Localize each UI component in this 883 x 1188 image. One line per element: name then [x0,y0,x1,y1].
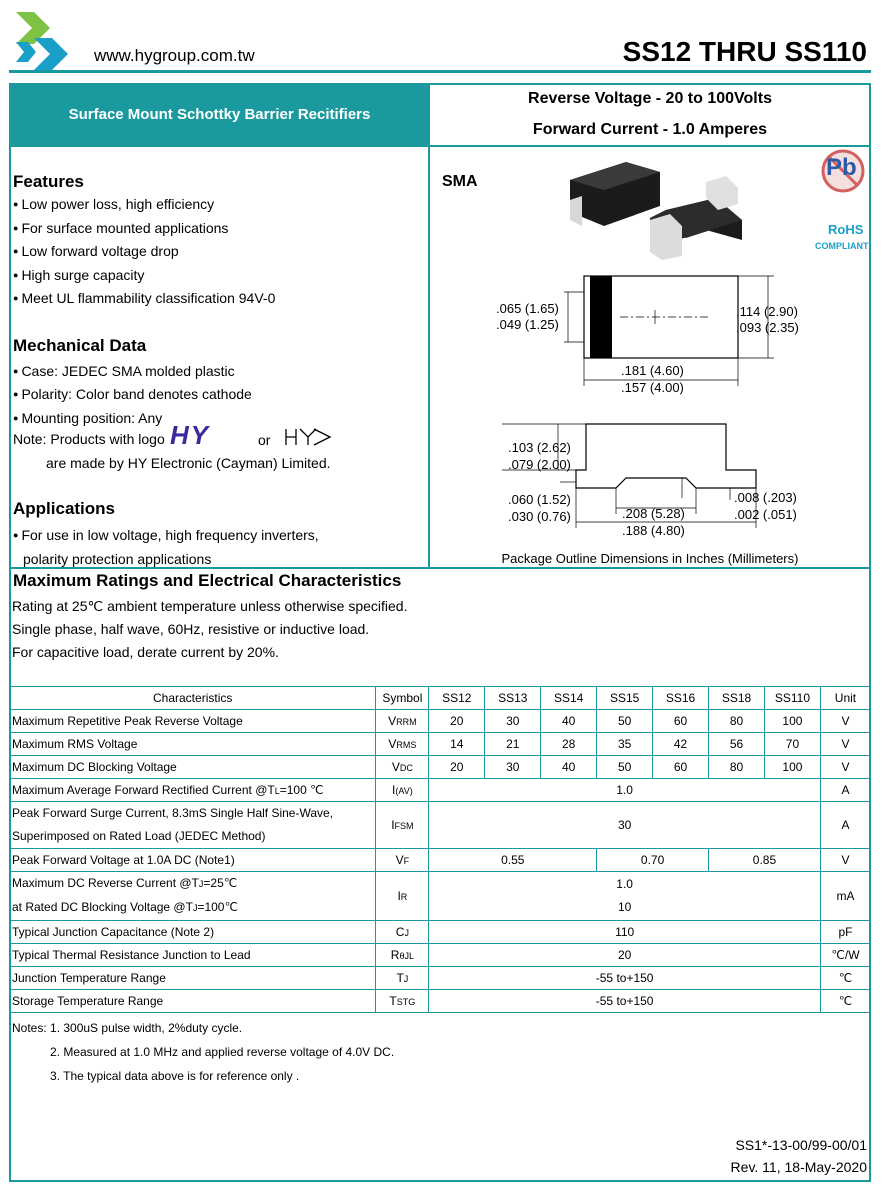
cell: 20 [429,756,485,779]
doc-code: SS1*-13-00/99-00/01 [735,1137,867,1153]
table-row [10,733,871,756]
table-row [10,944,871,967]
application-item-cont: polarity protection applications [23,551,212,567]
symbol: IFSM [376,802,429,849]
dim-label: .188 (4.80) [622,523,685,538]
characteristics-table [9,686,871,1013]
revision: Rev. 11, 18-May-2020 [730,1159,867,1175]
cell: 30 [485,710,541,733]
website-url[interactable]: www.hygroup.com.tw [94,46,255,65]
cell: 100 [764,710,820,733]
cell: 50 [597,756,653,779]
mechanical-item: ● Polarity: Color band denotes cathode [13,386,252,402]
col-header: SS16 [653,687,709,710]
col-header: SS15 [597,687,653,710]
note-line: 2. Measured at 1.0 MHz and applied reverse voltage of 4.0V DC. [50,1045,395,1059]
unit: A [820,802,870,849]
feature-item: ● High surge capacity [13,267,144,283]
cell: 28 [541,733,597,756]
package-label: SMA [442,173,478,190]
cell: 14 [429,733,485,756]
rohs-label: RoHS [828,222,864,237]
col-header: SS13 [485,687,541,710]
dim-label: .030 (0.76) [508,509,571,524]
dim-label: .079 (2.00) [508,457,571,472]
unit: V [820,756,870,779]
note-prefix: Note: Products with logo [13,431,165,447]
symbol: TJ [376,967,429,990]
feature-item: ● Low forward voltage drop [13,243,179,259]
col-header: Symbol [376,687,429,710]
header-rule [9,70,871,73]
col-header: SS14 [541,687,597,710]
cell: 50 [597,710,653,733]
dim-label: .065 (1.65) [496,301,559,316]
table-row [10,710,871,733]
cell: 40 [541,710,597,733]
symbol: TSTG [376,990,429,1013]
banner-divider [428,85,430,567]
col-header: SS18 [709,687,765,710]
rohs-compliant: COMPLIANT [815,241,869,251]
cell: 80 [709,756,765,779]
cell: 60 [653,756,709,779]
char-name: Maximum Average Forward Rectified Current @TL=100 ℃ [10,779,376,802]
unit: ℃ [820,967,870,990]
note-suffix: are made by HY Electronic (Cayman) Limited. [46,455,331,471]
product-name: Surface Mount Schottky Barrier Recitifiers [68,106,371,123]
cell: 35 [597,733,653,756]
application-item: ● For use in low voltage, high frequency inverters, [13,527,319,543]
table-row [10,849,871,872]
unit: pF [820,921,870,944]
banner-bottom-rule [9,145,871,147]
col-header: Characteristics [10,687,376,710]
char-name: Typical Junction Capacitance (Note 2) [10,921,376,944]
cell: 40 [541,756,597,779]
dim-label: .208 (5.28) [622,506,685,521]
note-line: Notes: 1. 300uS pulse width, 2%duty cycle. [12,1021,243,1035]
table-header-row [10,687,871,710]
sma-package-image [566,160,748,266]
char-name: Typical Thermal Resistance Junction to Lead [10,944,376,967]
symbol: VRMS [376,733,429,756]
ratings-line: Rating at 25℃ ambient temperature unless otherwise specified. [12,598,408,614]
char-name: Maximum Repetitive Peak Reverse Voltage [10,710,376,733]
hy-outline-logo-icon [284,426,332,448]
dim-label: .060 (1.52) [508,492,571,507]
mechanical-item: ● Case: JEDEC SMA molded plastic [13,363,235,379]
dim-label: .103 (2.62) [508,440,571,455]
table-row [10,872,871,921]
table-row [10,990,871,1013]
note-or: or [258,432,271,448]
cell: 0.55 [429,849,597,872]
pb-label: Pb [826,154,857,181]
table-row [10,756,871,779]
package-caption: Package Outline Dimensions in Inches (Millimeters) [501,551,799,566]
cell: 20 [429,944,821,967]
col-header: Unit [820,687,870,710]
table-row [10,921,871,944]
symbol: VDC [376,756,429,779]
unit: ℃/W [820,944,870,967]
symbol: VRRM [376,710,429,733]
cell: 30 [485,756,541,779]
feature-item: ● Low power loss, high efficiency [13,196,214,212]
char-name: Peak Forward Surge Current, 8.3mS Single Half Sine-Wave, Superimposed on Rated Load (JEDEC Method) [10,802,376,849]
cell: -55 to+150 [429,990,821,1013]
note-line: 3. The typical data above is for reference only . [50,1069,300,1083]
cell: 21 [485,733,541,756]
unit: ℃ [820,990,870,1013]
ratings-line: For capacitive load, derate current by 20%. [12,644,279,660]
char-name: Maximum DC Reverse Current @TJ=25℃ at Rated DC Blocking Voltage @TJ=100℃ [10,872,376,921]
cell: 42 [653,733,709,756]
symbol: I(AV) [376,779,429,802]
cell: 0.70 [597,849,709,872]
cell: 60 [653,710,709,733]
cell: 70 [764,733,820,756]
unit: V [820,710,870,733]
unit: V [820,733,870,756]
unit: mA [820,872,870,921]
cell: 30 [429,802,821,849]
unit: A [820,779,870,802]
forward-current: Forward Current - 1.0 Amperes [532,121,768,138]
ratings-heading: Maximum Ratings and Electrical Characteristics [13,571,402,590]
feature-item: ● Meet UL flammability classification 94V-0 [13,290,275,306]
package-bottom-rule [9,567,871,569]
char-name: Maximum DC Blocking Voltage [10,756,376,779]
symbol: RθJL [376,944,429,967]
mechanical-item: ● Mounting position: Any [13,410,162,426]
cell: 56 [709,733,765,756]
symbol: CJ [376,921,429,944]
cell: 110 [429,921,821,944]
col-header: SS12 [429,687,485,710]
col-header: SS110 [764,687,820,710]
mechanical-heading: Mechanical Data [13,336,147,355]
table-row [10,779,871,802]
cell: 1.0 [429,779,821,802]
dim-label: .093 (2.35) [736,320,799,335]
ratings-line: Single phase, half wave, 60Hz, resistive or inductive load. [12,621,370,637]
cell: 0.85 [709,849,821,872]
table-row [10,967,871,990]
features-heading: Features [13,172,84,191]
char-name: Peak Forward Voltage at 1.0A DC (Note1) [10,849,376,872]
applications-heading: Applications [13,499,116,518]
feature-item: ● For surface mounted applications [13,220,228,236]
char-name: Junction Temperature Range [10,967,376,990]
cell: 80 [709,710,765,733]
unit: V [820,849,870,872]
char-name: Maximum RMS Voltage [10,733,376,756]
hy-text-logo: HY [170,420,211,450]
cell: 100 [764,756,820,779]
symbol: IR [376,872,429,921]
table-row [10,802,871,849]
dim-label: .002 (.051) [734,507,797,522]
dim-label: .157 (4.00) [621,380,684,395]
cell: 20 [429,710,485,733]
char-name: Storage Temperature Range [10,990,376,1013]
part-title: SS12 THRU SS110 [622,36,867,67]
dim-label: .181 (4.60) [621,363,684,378]
dim-label: .049 (1.25) [496,317,559,332]
reverse-voltage: Reverse Voltage - 20 to 100Volts [528,90,772,107]
symbol: VF [376,849,429,872]
cell: 1.0 10 [429,872,821,921]
hy-logo-icon [14,12,78,70]
dim-label: .008 (.203) [734,490,797,505]
dim-label: .114 (2.90) [736,304,798,319]
cell: -55 to+150 [429,967,821,990]
